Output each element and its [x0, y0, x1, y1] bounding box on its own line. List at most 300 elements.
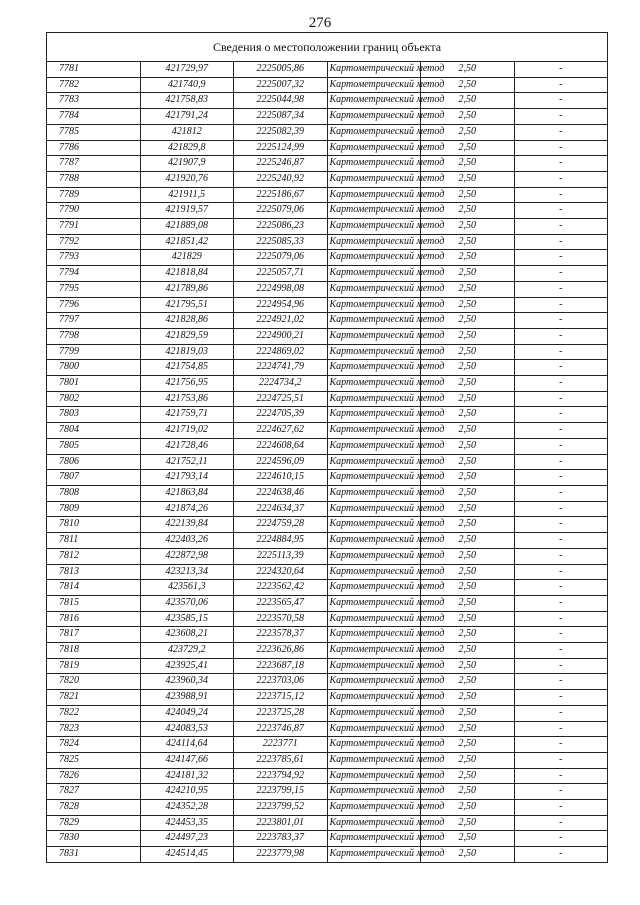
- x-coordinate-cell: 421719,02: [140, 423, 234, 439]
- x-coordinate-cell: 424083,53: [140, 721, 234, 737]
- x-coordinate-cell: 421789,86: [140, 281, 234, 297]
- point-number-cell: 7825: [47, 752, 141, 768]
- point-number-cell: 7792: [47, 234, 141, 250]
- accuracy-cell: 2,50: [421, 815, 515, 831]
- description-cell: -: [514, 313, 608, 329]
- table-row: [47, 391, 608, 407]
- accuracy-cell: 2,50: [421, 77, 515, 93]
- description-cell: -: [514, 643, 608, 659]
- table-row: [47, 344, 608, 360]
- point-number-cell: 7805: [47, 438, 141, 454]
- y-coordinate-cell: 2223715,12: [234, 690, 328, 706]
- table-row: [47, 438, 608, 454]
- method-cell: Картометрический метод: [327, 281, 421, 297]
- table-row: [47, 501, 608, 517]
- x-coordinate-cell: 421740,9: [140, 77, 234, 93]
- method-cell: Картометрический метод: [327, 768, 421, 784]
- accuracy-cell: 2,50: [421, 344, 515, 360]
- y-coordinate-cell: 2224734,2: [234, 376, 328, 392]
- accuracy-cell: 2,50: [421, 391, 515, 407]
- y-coordinate-cell: 2225124,99: [234, 140, 328, 156]
- table-row: [47, 690, 608, 706]
- point-number-cell: 7812: [47, 548, 141, 564]
- description-cell: -: [514, 485, 608, 501]
- description-cell: -: [514, 266, 608, 282]
- y-coordinate-cell: 2225186,67: [234, 187, 328, 203]
- accuracy-cell: 2,50: [421, 407, 515, 423]
- x-coordinate-cell: 421907,9: [140, 156, 234, 172]
- accuracy-cell: 2,50: [421, 250, 515, 266]
- accuracy-cell: 2,50: [421, 328, 515, 344]
- method-cell: Картометрический метод: [327, 627, 421, 643]
- y-coordinate-cell: 2225079,06: [234, 250, 328, 266]
- point-number-cell: 7799: [47, 344, 141, 360]
- method-cell: Картометрический метод: [327, 140, 421, 156]
- accuracy-cell: 2,50: [421, 548, 515, 564]
- y-coordinate-cell: 2224900,21: [234, 328, 328, 344]
- description-cell: -: [514, 800, 608, 816]
- accuracy-cell: 2,50: [421, 800, 515, 816]
- table-row: [47, 171, 608, 187]
- description-cell: -: [514, 533, 608, 549]
- accuracy-cell: 2,50: [421, 376, 515, 392]
- description-cell: -: [514, 847, 608, 863]
- point-number-cell: 7782: [47, 77, 141, 93]
- method-cell: Картометрический метод: [327, 391, 421, 407]
- point-number-cell: 7781: [47, 62, 141, 78]
- point-number-cell: 7808: [47, 485, 141, 501]
- point-number-cell: 7795: [47, 281, 141, 297]
- x-coordinate-cell: 421911,5: [140, 187, 234, 203]
- table-row: [47, 266, 608, 282]
- method-cell: Картометрический метод: [327, 250, 421, 266]
- x-coordinate-cell: 422872,98: [140, 548, 234, 564]
- x-coordinate-cell: 423608,21: [140, 627, 234, 643]
- method-cell: Картометрический метод: [327, 313, 421, 329]
- method-cell: Картометрический метод: [327, 234, 421, 250]
- point-number-cell: 7829: [47, 815, 141, 831]
- y-coordinate-cell: 2223565,47: [234, 595, 328, 611]
- table-row: [47, 234, 608, 250]
- x-coordinate-cell: 421728,46: [140, 438, 234, 454]
- method-cell: Картометрический метод: [327, 533, 421, 549]
- method-cell: Картометрический метод: [327, 328, 421, 344]
- description-cell: -: [514, 203, 608, 219]
- table-row: [47, 705, 608, 721]
- description-cell: -: [514, 219, 608, 235]
- table-row: [47, 815, 608, 831]
- x-coordinate-cell: 421920,76: [140, 171, 234, 187]
- x-coordinate-cell: 421829,8: [140, 140, 234, 156]
- point-number-cell: 7828: [47, 800, 141, 816]
- x-coordinate-cell: 421752,11: [140, 454, 234, 470]
- method-cell: Картометрический метод: [327, 831, 421, 847]
- method-cell: Картометрический метод: [327, 737, 421, 753]
- description-cell: -: [514, 93, 608, 109]
- method-cell: Картометрический метод: [327, 674, 421, 690]
- point-number-cell: 7817: [47, 627, 141, 643]
- point-number-cell: 7818: [47, 643, 141, 659]
- table-row: [47, 548, 608, 564]
- method-cell: Картометрический метод: [327, 219, 421, 235]
- method-cell: Картометрический метод: [327, 454, 421, 470]
- description-cell: -: [514, 705, 608, 721]
- boundary-coordinates-table: [46, 32, 608, 863]
- y-coordinate-cell: 2223562,42: [234, 580, 328, 596]
- description-cell: -: [514, 328, 608, 344]
- description-cell: -: [514, 376, 608, 392]
- point-number-cell: 7800: [47, 360, 141, 376]
- x-coordinate-cell: 421829: [140, 250, 234, 266]
- method-cell: Картометрический метод: [327, 800, 421, 816]
- table-row: [47, 611, 608, 627]
- table-body: [47, 62, 608, 863]
- accuracy-cell: 2,50: [421, 140, 515, 156]
- table-row: [47, 470, 608, 486]
- table-row: [47, 407, 608, 423]
- x-coordinate-cell: 423988,91: [140, 690, 234, 706]
- y-coordinate-cell: 2224921,02: [234, 313, 328, 329]
- method-cell: Картометрический метод: [327, 376, 421, 392]
- description-cell: -: [514, 564, 608, 580]
- x-coordinate-cell: 424514,45: [140, 847, 234, 863]
- description-cell: -: [514, 109, 608, 125]
- method-cell: Картометрический метод: [327, 705, 421, 721]
- description-cell: -: [514, 501, 608, 517]
- description-cell: -: [514, 438, 608, 454]
- method-cell: Картометрический метод: [327, 564, 421, 580]
- x-coordinate-cell: 422403,26: [140, 533, 234, 549]
- accuracy-cell: 2,50: [421, 847, 515, 863]
- description-cell: -: [514, 423, 608, 439]
- accuracy-cell: 2,50: [421, 580, 515, 596]
- table-row: [47, 800, 608, 816]
- point-number-cell: 7822: [47, 705, 141, 721]
- method-cell: Картометрический метод: [327, 360, 421, 376]
- description-cell: -: [514, 721, 608, 737]
- point-number-cell: 7816: [47, 611, 141, 627]
- point-number-cell: 7804: [47, 423, 141, 439]
- x-coordinate-cell: 421756,95: [140, 376, 234, 392]
- y-coordinate-cell: 2224741,79: [234, 360, 328, 376]
- description-cell: -: [514, 548, 608, 564]
- description-cell: -: [514, 737, 608, 753]
- accuracy-cell: 2,50: [421, 564, 515, 580]
- method-cell: Картометрический метод: [327, 156, 421, 172]
- method-cell: Картометрический метод: [327, 423, 421, 439]
- point-number-cell: 7791: [47, 219, 141, 235]
- table-row: [47, 376, 608, 392]
- page-number: 276: [308, 15, 332, 31]
- table-row: [47, 156, 608, 172]
- description-cell: -: [514, 281, 608, 297]
- y-coordinate-cell: 2225086,23: [234, 219, 328, 235]
- method-cell: Картометрический метод: [327, 187, 421, 203]
- description-cell: -: [514, 140, 608, 156]
- accuracy-cell: 2,50: [421, 109, 515, 125]
- description-cell: -: [514, 250, 608, 266]
- y-coordinate-cell: 2223578,37: [234, 627, 328, 643]
- table-row: [47, 533, 608, 549]
- accuracy-cell: 2,50: [421, 752, 515, 768]
- x-coordinate-cell: 421828,86: [140, 313, 234, 329]
- point-number-cell: 7807: [47, 470, 141, 486]
- y-coordinate-cell: 2225246,87: [234, 156, 328, 172]
- description-cell: -: [514, 784, 608, 800]
- y-coordinate-cell: 2224884,95: [234, 533, 328, 549]
- point-number-cell: 7802: [47, 391, 141, 407]
- table-row: [47, 847, 608, 863]
- accuracy-cell: 2,50: [421, 690, 515, 706]
- y-coordinate-cell: 2225240,92: [234, 171, 328, 187]
- description-cell: -: [514, 595, 608, 611]
- description-cell: -: [514, 815, 608, 831]
- table-row: [47, 360, 608, 376]
- accuracy-cell: 2,50: [421, 187, 515, 203]
- x-coordinate-cell: 424352,28: [140, 800, 234, 816]
- table-row: [47, 203, 608, 219]
- x-coordinate-cell: 421818,84: [140, 266, 234, 282]
- table-row: [47, 93, 608, 109]
- table-row: [47, 768, 608, 784]
- method-cell: Картометрический метод: [327, 517, 421, 533]
- y-coordinate-cell: 2225007,32: [234, 77, 328, 93]
- accuracy-cell: 2,50: [421, 517, 515, 533]
- accuracy-cell: 2,50: [421, 266, 515, 282]
- point-number-cell: 7801: [47, 376, 141, 392]
- y-coordinate-cell: 2224596,09: [234, 454, 328, 470]
- y-coordinate-cell: 2224998,08: [234, 281, 328, 297]
- method-cell: Картометрический метод: [327, 485, 421, 501]
- x-coordinate-cell: 421851,42: [140, 234, 234, 250]
- method-cell: Картометрический метод: [327, 203, 421, 219]
- method-cell: Картометрический метод: [327, 109, 421, 125]
- table-row: [47, 517, 608, 533]
- description-cell: -: [514, 171, 608, 187]
- y-coordinate-cell: 2224954,96: [234, 297, 328, 313]
- method-cell: Картометрический метод: [327, 77, 421, 93]
- method-cell: Картометрический метод: [327, 548, 421, 564]
- x-coordinate-cell: 423925,41: [140, 658, 234, 674]
- method-cell: Картометрический метод: [327, 611, 421, 627]
- description-cell: -: [514, 658, 608, 674]
- table-row: [47, 564, 608, 580]
- y-coordinate-cell: 2223783,37: [234, 831, 328, 847]
- accuracy-cell: 2,50: [421, 501, 515, 517]
- y-coordinate-cell: 2225087,34: [234, 109, 328, 125]
- table-row: [47, 281, 608, 297]
- table-row: [47, 250, 608, 266]
- y-coordinate-cell: 2223626,86: [234, 643, 328, 659]
- description-cell: -: [514, 831, 608, 847]
- point-number-cell: 7794: [47, 266, 141, 282]
- method-cell: Картометрический метод: [327, 752, 421, 768]
- description-cell: -: [514, 344, 608, 360]
- point-number-cell: 7789: [47, 187, 141, 203]
- description-cell: -: [514, 517, 608, 533]
- accuracy-cell: 2,50: [421, 62, 515, 78]
- accuracy-cell: 2,50: [421, 831, 515, 847]
- y-coordinate-cell: 2224638,46: [234, 485, 328, 501]
- accuracy-cell: 2,50: [421, 219, 515, 235]
- method-cell: Картометрический метод: [327, 297, 421, 313]
- y-coordinate-cell: 2224610,15: [234, 470, 328, 486]
- y-coordinate-cell: 2225005,86: [234, 62, 328, 78]
- method-cell: Картометрический метод: [327, 658, 421, 674]
- y-coordinate-cell: 2225113,39: [234, 548, 328, 564]
- y-coordinate-cell: 2223746,87: [234, 721, 328, 737]
- point-number-cell: 7813: [47, 564, 141, 580]
- x-coordinate-cell: 424049,24: [140, 705, 234, 721]
- x-coordinate-cell: 422139,84: [140, 517, 234, 533]
- description-cell: -: [514, 454, 608, 470]
- method-cell: Картометрический метод: [327, 690, 421, 706]
- accuracy-cell: 2,50: [421, 658, 515, 674]
- point-number-cell: 7823: [47, 721, 141, 737]
- y-coordinate-cell: 2223703,06: [234, 674, 328, 690]
- y-coordinate-cell: 2223799,15: [234, 784, 328, 800]
- point-number-cell: 7827: [47, 784, 141, 800]
- method-cell: Картометрический метод: [327, 62, 421, 78]
- y-coordinate-cell: 2223725,28: [234, 705, 328, 721]
- x-coordinate-cell: 423570,06: [140, 595, 234, 611]
- point-number-cell: 7790: [47, 203, 141, 219]
- x-coordinate-cell: 421889,08: [140, 219, 234, 235]
- table-row: [47, 784, 608, 800]
- accuracy-cell: 2,50: [421, 768, 515, 784]
- table-row: [47, 454, 608, 470]
- x-coordinate-cell: 423585,15: [140, 611, 234, 627]
- table-row: [47, 109, 608, 125]
- point-number-cell: 7824: [47, 737, 141, 753]
- y-coordinate-cell: 2224627,62: [234, 423, 328, 439]
- accuracy-cell: 2,50: [421, 203, 515, 219]
- description-cell: -: [514, 156, 608, 172]
- x-coordinate-cell: 421829,59: [140, 328, 234, 344]
- method-cell: Картометрический метод: [327, 266, 421, 282]
- x-coordinate-cell: 421812: [140, 124, 234, 140]
- table-row: [47, 313, 608, 329]
- point-number-cell: 7826: [47, 768, 141, 784]
- x-coordinate-cell: 424181,32: [140, 768, 234, 784]
- y-coordinate-cell: 2223687,18: [234, 658, 328, 674]
- y-coordinate-cell: 2224705,39: [234, 407, 328, 423]
- accuracy-cell: 2,50: [421, 627, 515, 643]
- point-number-cell: 7798: [47, 328, 141, 344]
- y-coordinate-cell: 2224608,64: [234, 438, 328, 454]
- method-cell: Картометрический метод: [327, 124, 421, 140]
- description-cell: -: [514, 360, 608, 376]
- point-number-cell: 7820: [47, 674, 141, 690]
- table-row: [47, 187, 608, 203]
- table-row: [47, 77, 608, 93]
- table-row: [47, 658, 608, 674]
- y-coordinate-cell: 2224869,02: [234, 344, 328, 360]
- accuracy-cell: 2,50: [421, 313, 515, 329]
- accuracy-cell: 2,50: [421, 281, 515, 297]
- table-row: [47, 737, 608, 753]
- method-cell: Картометрический метод: [327, 580, 421, 596]
- x-coordinate-cell: 421795,51: [140, 297, 234, 313]
- table-row: [47, 62, 608, 78]
- method-cell: Картометрический метод: [327, 438, 421, 454]
- table-row: [47, 831, 608, 847]
- description-cell: -: [514, 187, 608, 203]
- table-row: [47, 140, 608, 156]
- description-cell: -: [514, 611, 608, 627]
- table-row: [47, 423, 608, 439]
- description-cell: -: [514, 391, 608, 407]
- method-cell: Картометрический метод: [327, 93, 421, 109]
- y-coordinate-cell: 2223794,92: [234, 768, 328, 784]
- description-cell: -: [514, 124, 608, 140]
- y-coordinate-cell: 2223771: [234, 737, 328, 753]
- table-row: [47, 580, 608, 596]
- method-cell: Картометрический метод: [327, 470, 421, 486]
- x-coordinate-cell: 421754,85: [140, 360, 234, 376]
- table-row: [47, 752, 608, 768]
- x-coordinate-cell: 421753,86: [140, 391, 234, 407]
- y-coordinate-cell: 2224759,28: [234, 517, 328, 533]
- x-coordinate-cell: 423213,34: [140, 564, 234, 580]
- table-caption: Сведения о местоположении границ объекта: [47, 33, 608, 62]
- accuracy-cell: 2,50: [421, 674, 515, 690]
- x-coordinate-cell: 421819,03: [140, 344, 234, 360]
- point-number-cell: 7831: [47, 847, 141, 863]
- method-cell: Картометрический метод: [327, 847, 421, 863]
- description-cell: -: [514, 234, 608, 250]
- description-cell: -: [514, 297, 608, 313]
- description-cell: -: [514, 690, 608, 706]
- y-coordinate-cell: 2225085,33: [234, 234, 328, 250]
- accuracy-cell: 2,50: [421, 643, 515, 659]
- y-coordinate-cell: 2224725,51: [234, 391, 328, 407]
- point-number-cell: 7806: [47, 454, 141, 470]
- point-number-cell: 7830: [47, 831, 141, 847]
- accuracy-cell: 2,50: [421, 533, 515, 549]
- x-coordinate-cell: 424210,95: [140, 784, 234, 800]
- y-coordinate-cell: 2225057,71: [234, 266, 328, 282]
- table-caption-row: [47, 33, 608, 62]
- accuracy-cell: 2,50: [421, 93, 515, 109]
- x-coordinate-cell: 424453,35: [140, 815, 234, 831]
- description-cell: -: [514, 674, 608, 690]
- x-coordinate-cell: 423960,34: [140, 674, 234, 690]
- description-cell: -: [514, 407, 608, 423]
- point-number-cell: 7784: [47, 109, 141, 125]
- description-cell: -: [514, 77, 608, 93]
- description-cell: -: [514, 768, 608, 784]
- x-coordinate-cell: 421759,71: [140, 407, 234, 423]
- y-coordinate-cell: 2225044,98: [234, 93, 328, 109]
- method-cell: Картометрический метод: [327, 784, 421, 800]
- table-row: [47, 721, 608, 737]
- x-coordinate-cell: 424497,23: [140, 831, 234, 847]
- y-coordinate-cell: 2223779,98: [234, 847, 328, 863]
- point-number-cell: 7786: [47, 140, 141, 156]
- point-number-cell: 7819: [47, 658, 141, 674]
- point-number-cell: 7783: [47, 93, 141, 109]
- y-coordinate-cell: 2223785,61: [234, 752, 328, 768]
- y-coordinate-cell: 2224634,37: [234, 501, 328, 517]
- method-cell: Картометрический метод: [327, 344, 421, 360]
- y-coordinate-cell: 2223801,01: [234, 815, 328, 831]
- point-number-cell: 7814: [47, 580, 141, 596]
- x-coordinate-cell: 421919,57: [140, 203, 234, 219]
- x-coordinate-cell: 423561,3: [140, 580, 234, 596]
- y-coordinate-cell: 2225079,06: [234, 203, 328, 219]
- accuracy-cell: 2,50: [421, 721, 515, 737]
